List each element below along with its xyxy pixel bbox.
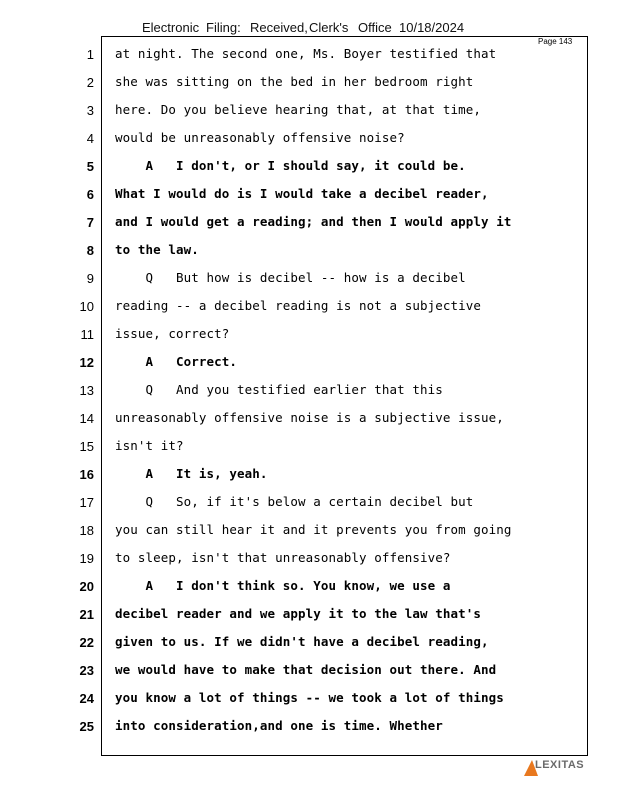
transcript-line: you know a lot of things -- we took a lot of things [115, 690, 504, 705]
transcript-line: here. Do you believe hearing that, at that time, [115, 102, 482, 117]
transcript-line: Q And you testified earlier that this [115, 382, 443, 397]
line-number: 24 [79, 691, 94, 706]
line-number: 20 [79, 579, 94, 594]
line-number: 10 [79, 299, 94, 314]
header-filing: Filing: [206, 20, 241, 35]
transcript-line: and I would get a reading; and then I would apply it [115, 214, 512, 229]
transcript-line: A I don't think so. You know, we use a [115, 578, 451, 593]
transcript-line: What I would do is I would take a decibel reader, [115, 186, 489, 201]
header-clerks: Clerk's [309, 20, 349, 35]
line-number: 8 [86, 243, 94, 258]
header-electronic: Electronic [142, 20, 200, 35]
header-received: Received, [250, 20, 308, 35]
line-number: 17 [79, 495, 94, 510]
transcript-line: reading -- a decibel reading is not a subjective [115, 298, 482, 313]
line-number: 1 [86, 47, 94, 62]
line-number: 21 [79, 607, 94, 622]
lexitas-logo [524, 758, 594, 776]
line-number: 15 [79, 439, 94, 454]
line-number: 2 [86, 75, 94, 90]
line-number: 13 [79, 383, 94, 398]
line-number: 25 [79, 719, 94, 734]
page-number: Page 143 [538, 37, 573, 46]
transcript-line: decibel reader and we apply it to the law that's [115, 606, 482, 621]
line-number: 7 [86, 215, 94, 230]
line-number: 4 [86, 131, 94, 146]
line-number: 22 [79, 635, 94, 650]
lexitas-logo-text: LEXITAS [535, 759, 585, 771]
transcript-line: A Correct. [115, 354, 238, 369]
transcript-line: to the law. [115, 242, 199, 257]
transcript-line: we would have to make that decision out there. And [115, 662, 497, 677]
transcript-line: unreasonably offensive noise is a subjective issue, [115, 410, 504, 425]
transcript-line: to sleep, isn't that unreasonably offensive? [115, 550, 451, 565]
line-number: 16 [79, 467, 94, 482]
transcript-line: A It is, yeah. [115, 466, 268, 481]
transcript-line: you can still hear it and it prevents you from going [115, 522, 512, 537]
transcript-line: would be unreasonably offensive noise? [115, 130, 405, 145]
transcript-line: she was sitting on the bed in her bedroom right [115, 74, 474, 89]
filing-stamp-header [142, 20, 562, 36]
transcript-line: given to us. If we didn't have a decibel reading, [115, 634, 489, 649]
transcript-line: A I don't, or I should say, it could be. [115, 158, 466, 173]
line-number: 12 [79, 355, 94, 370]
line-number: 19 [79, 551, 94, 566]
transcript-line: Q So, if it's below a certain decibel but [115, 494, 474, 509]
line-number: 18 [79, 523, 94, 538]
transcript-line: at night. The second one, Ms. Boyer testified that [115, 46, 497, 61]
line-number: 5 [86, 159, 94, 174]
transcript-line: Q But how is decibel -- how is a decibel [115, 270, 466, 285]
transcript-line: isn't it? [115, 438, 184, 453]
line-number: 6 [86, 187, 94, 202]
header-date: 10/18/2024 [399, 20, 465, 35]
line-number: 14 [79, 411, 94, 426]
line-number: 23 [79, 663, 94, 678]
transcript-line: into consideration,and one is time. Whether [115, 718, 443, 733]
header-office: Office [358, 20, 392, 35]
transcript-line: issue, correct? [115, 326, 230, 341]
line-number: 11 [80, 327, 94, 342]
line-number: 3 [86, 103, 94, 118]
line-number: 9 [86, 271, 94, 286]
